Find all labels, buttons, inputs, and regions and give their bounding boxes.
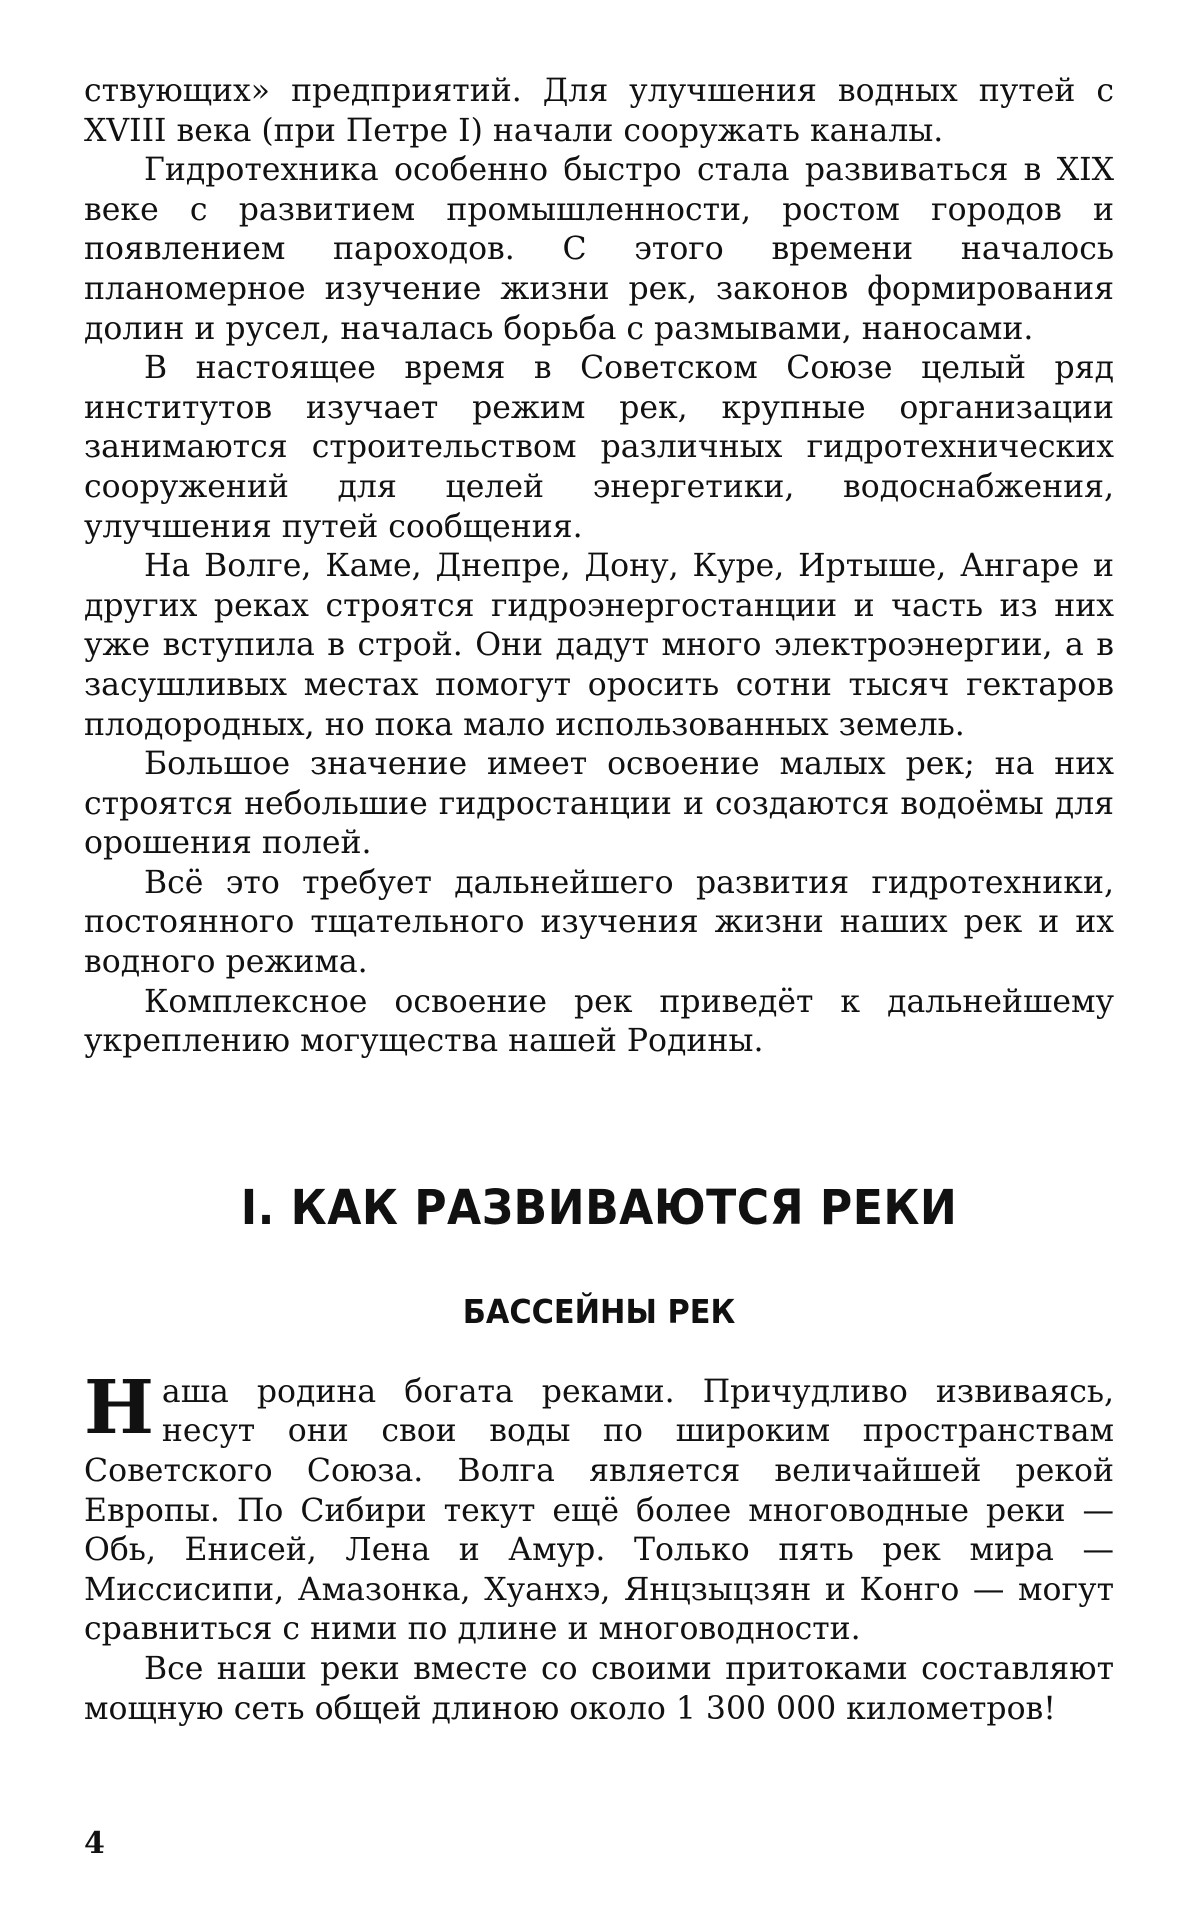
paragraph-conclusion: Комплексное освоение рек приведёт к дальнейшему укреплению могущества нашей Родины.	[84, 983, 1114, 1060]
paragraph-hydrotechnics: Гидротехника особенно быстро стала развиваться в XIX веке с развитием промышленности, ростом городов и появлением пароходов. С этого времени началось планомерное изучение жизни рек, законов формирования долин и русел, началась борьба с размывами, наносами.	[84, 152, 1114, 347]
paragraph-continuation: ствующих» предприятий. Для улучшения водных путей с XVIII века (при Петре I) начали сооружать каналы.	[84, 73, 1114, 149]
chapter-title: I. КАК РАЗВИВАЮТСЯ РЕКИ	[240, 1179, 958, 1236]
paragraph-river-network: Все наши реки вместе со своими притоками составляют мощную сеть общей длиною около 1 300 000 километров!	[84, 1651, 1114, 1727]
paragraph-institutes: В настоящее время в Советском Союзе целый ряд институтов изучает режим рек, крупные организации занимаются строительством различных гидротехнических сооружений для целей энергетики, водоснабжения, улучшения путей сообщения.	[84, 350, 1114, 545]
paragraph-river-basins-text: аша родина богата реками. Причудливо извиваясь, несут они свои воды по широким пространствам Советского Союза. Волга является величайшей рекой Европы. По Сибири текут ещё более многоводные реки — Обь, Енисей, Лена и Амур. Только пять рек мира — Миссисипи, Амазонка, Хуанхэ, Янцзыцзян и Конго — могут сравниться с ними по длине и многоводности.	[84, 1373, 1114, 1648]
page-number: 4	[84, 1826, 105, 1861]
book-page	[84, 72, 1114, 1729]
paragraph-development: Всё это требует дальнейшего развития гидротехники, постоянного тщательного изучения жизни наших рек и их водного режима.	[84, 864, 1114, 981]
dropcap-letter: Н	[84, 1364, 154, 1451]
paragraph-hydro-stations: На Волге, Каме, Днепре, Дону, Куре, Иртыше, Ангаре и других реках строятся гидроэнергостанции и часть из них уже вступила в строй. Они дадут много электроэнергии, а в засушливых местах помогут оросить сотни тысяч гектаров плодородных, но пока мало использованных земель.	[84, 548, 1114, 743]
paragraph-river-basins	[84, 1364, 1114, 1650]
section-title: БАССЕЙНЫ РЕК	[462, 1291, 736, 1331]
paragraph-small-rivers: Большое значение имеет освоение малых рек; на них строятся небольшие гидростанции и создаются водоёмы для орошения полей.	[84, 746, 1114, 862]
